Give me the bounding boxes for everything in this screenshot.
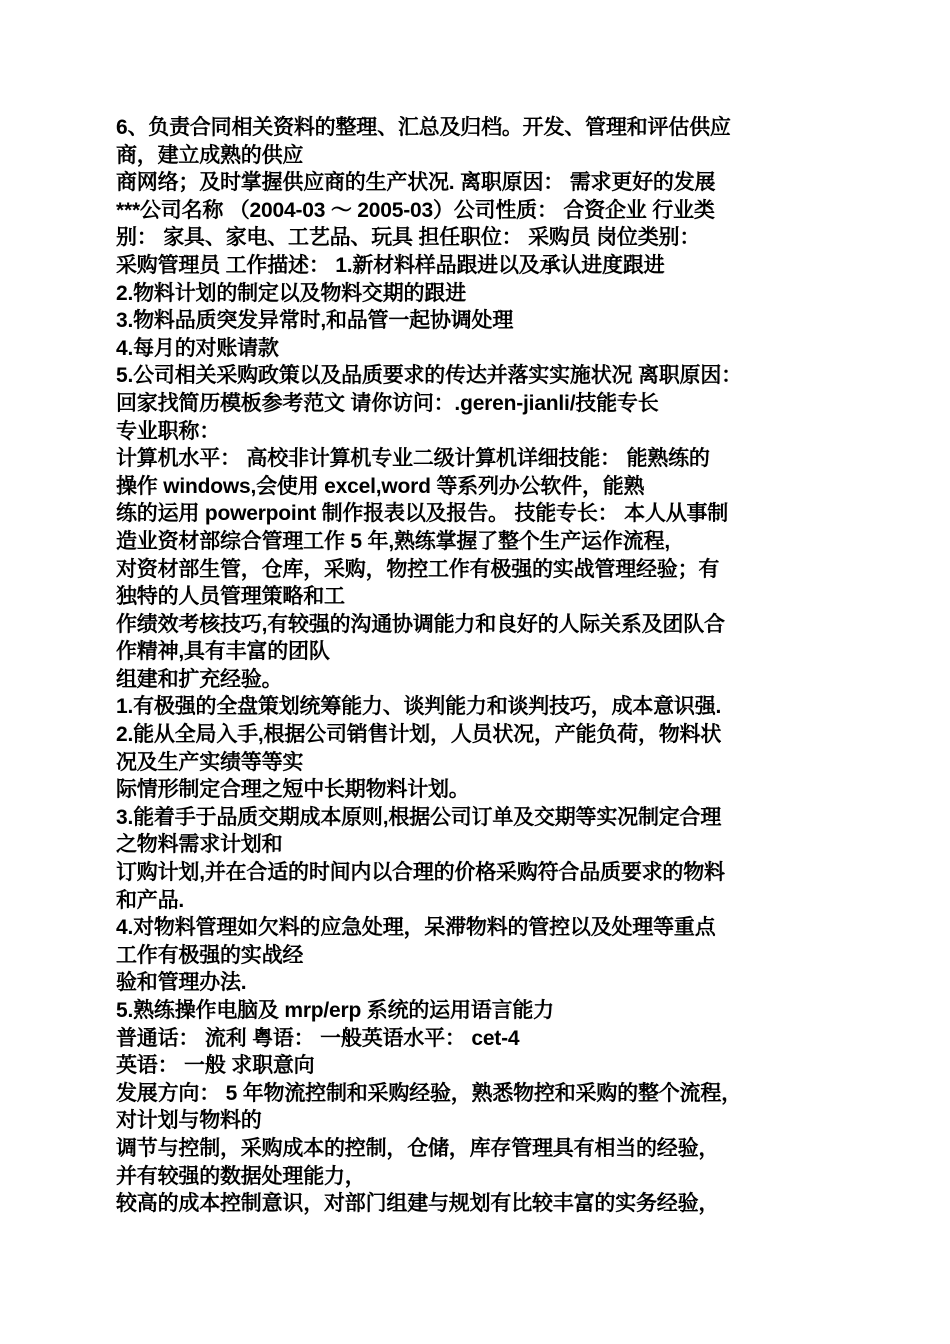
text-line: 专业职称： xyxy=(116,419,220,443)
text-line: 工作有极强的实战经 xyxy=(116,943,304,967)
text-line: 1.有极强的全盘策划统筹能力、谈判能力和谈判技巧，成本意识强. xyxy=(116,695,722,719)
text-line: 商，建立成熟的供应 xyxy=(116,143,304,167)
text-line: 对资材部生管，仓库，采购，物控工作有极强的实战管理经验；有 xyxy=(116,557,720,581)
text-line: 4.对物料管理如欠料的应急处理，呆滞物料的管控以及处理等重点 xyxy=(116,916,716,940)
text-line: 订购计划,并在合适的时间内以合理的价格采购符合品质要求的物料 xyxy=(116,861,725,885)
text-line: 调节与控制，采购成本的控制，仓储，库存管理具有相当的经验， xyxy=(116,1136,720,1160)
text-line: 对计划与物料的 xyxy=(116,1109,262,1133)
text-line: 和产品. xyxy=(116,888,185,912)
text-line: 验和管理办法. xyxy=(116,971,247,995)
text-line: 发展方向： 5 年物流控制和采购经验，熟悉物控和采购的整个流程， xyxy=(116,1081,742,1105)
text-line: 3.能着手于品质交期成本原则,根据公司订单及交期等实况制定合理 xyxy=(116,805,722,829)
text-line: ***公司名称 （2004-03 ～ 2005-03）公司性质： 合资企业 行业类 xyxy=(116,198,715,222)
text-line: 作精神,具有丰富的团队 xyxy=(116,640,330,664)
text-line: 作绩效考核技巧,有较强的沟通协调能力和良好的人际关系及团队合 xyxy=(116,612,725,636)
text-line: 3.物料品质突发异常时,和品管一起协调处理 xyxy=(116,309,514,333)
text-line: 2.能从全局入手,根据公司销售计划，人员状况，产能负荷，物料状 xyxy=(116,723,722,747)
text-line: 5.熟练操作电脑及 mrp/erp 系统的运用语言能力 xyxy=(116,999,554,1022)
text-line: 5.公司相关采购政策以及品质要求的传达并落实实施状况 离职原因： xyxy=(116,364,742,388)
text-line: 并有较强的数据处理能力， xyxy=(116,1164,366,1188)
text-line: 商网络；及时掌握供应商的生产状况. 离职原因： 需求更好的发展 xyxy=(116,171,716,195)
text-line: 普通话： 流利 粤语： 一般英语水平： cet-4 xyxy=(116,1026,520,1050)
text-line: 之物料需求计划和 xyxy=(116,833,283,857)
resume-text-block xyxy=(116,114,846,1218)
text-line: 际情形制定合理之短中长期物料计划。 xyxy=(116,778,470,802)
text-line: 2.物料计划的制定以及物料交期的跟进 xyxy=(116,281,466,305)
text-line: 4.每月的对账请款 xyxy=(116,336,279,360)
text-line: 别： 家具、家电、工艺品、玩具 担任职位： 采购员 岗位类别： xyxy=(116,226,701,250)
text-line: 6、负责合同相关资料的整理、汇总及归档。开发、管理和评估供应 xyxy=(116,116,731,139)
text-line: 英语： 一般 求职意向 xyxy=(116,1054,315,1078)
text-line: 较高的成本控制意识，对部门组建与规划有比较丰富的实务经验， xyxy=(116,1192,720,1216)
text-line: 操作 windows,会使用 excel,word 等系列办公软件，能熟 xyxy=(116,474,645,498)
text-line: 组建和扩充经验。 xyxy=(116,667,283,691)
text-line: 独特的人员管理策略和工 xyxy=(116,585,345,609)
text-line: 练的运用 powerpoint 制作报表以及报告。 技能专长： 本人从事制 xyxy=(116,502,729,526)
text-line: 回家找简历模板参考范文 请你访问：.geren-jianli/技能专长 xyxy=(116,391,659,415)
text-line: 计算机水平： 高校非计算机专业二级计算机详细技能： 能熟练的 xyxy=(116,447,710,471)
text-line: 造业资材部综合管理工作 5 年,熟练掌握了整个生产运作流程, xyxy=(116,529,671,553)
text-line: 况及生产实绩等等实 xyxy=(116,750,304,774)
text-line: 采购管理员 工作描述： 1.新材料样品跟进以及承认进度跟进 xyxy=(116,253,665,277)
